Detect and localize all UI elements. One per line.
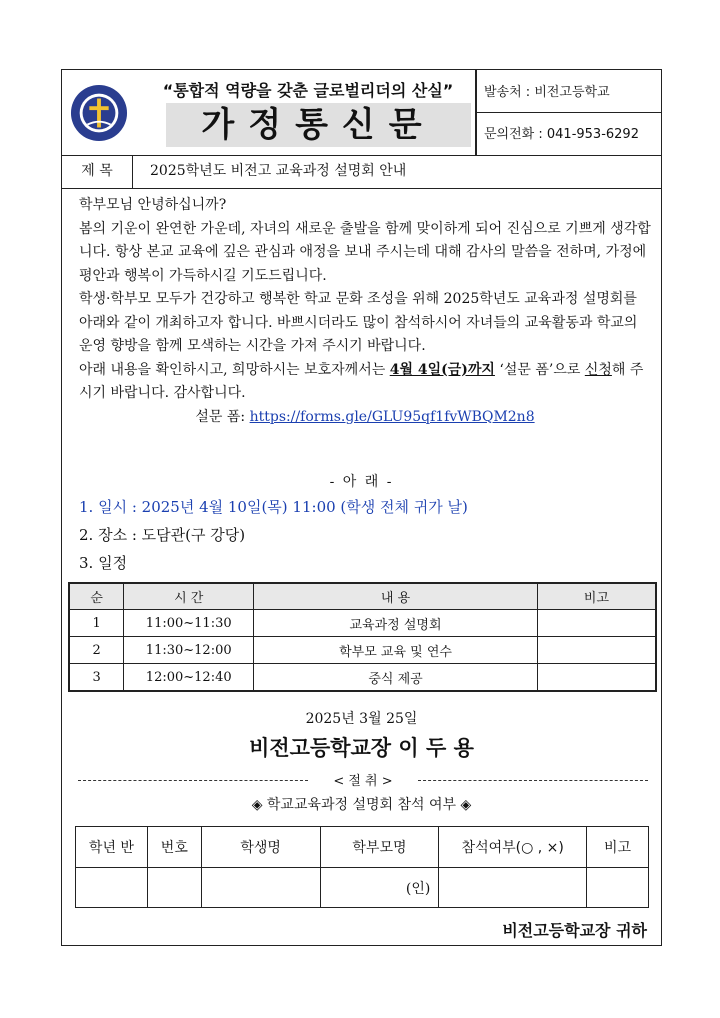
col-header: 참석여부(○ , ×) bbox=[439, 827, 587, 868]
paragraph-1: 봄의 기운이 완연한 가운데, 자녀의 새로운 출발을 함께 맞이하게 되어 진심으로 기쁘게 생각합니다. 항상 본교 교육에 깊은 관심과 애정을 보내 주시는데 대해 감사의 말씀을 전하며, 가정에 평안과 행복이 가득하시길 기도드립니다. bbox=[79, 220, 651, 284]
table-row: 1 11:00~11:30 교육과정 설명회 bbox=[69, 610, 656, 637]
cut-line bbox=[78, 770, 648, 790]
col-header: 내 용 bbox=[254, 583, 538, 610]
grade-class-cell[interactable] bbox=[76, 868, 148, 908]
recipient: 비전고등학교장 귀하 bbox=[502, 921, 647, 940]
greeting: 학부모님 안녕하십니까? bbox=[79, 197, 227, 213]
letter-body bbox=[79, 194, 651, 429]
col-header: 시 간 bbox=[124, 583, 254, 610]
table-row: 3 12:00~12:40 중식 제공 bbox=[69, 664, 656, 692]
subject-label: 제 목 bbox=[62, 155, 133, 188]
item-place: 2. 장소 : 도담관(구 강당) bbox=[79, 526, 246, 544]
remark-cell[interactable] bbox=[587, 868, 649, 908]
col-header: 비고 bbox=[537, 583, 656, 610]
schedule-table bbox=[68, 582, 657, 692]
col-header: 순 bbox=[69, 583, 124, 610]
table-row bbox=[76, 868, 649, 908]
number-cell[interactable] bbox=[147, 868, 201, 908]
notice-frame bbox=[61, 69, 662, 946]
survey-title: ◈ 학교교육과정 설명회 참석 여부 ◈ bbox=[251, 797, 472, 813]
issue-date: 2025년 3월 25일 bbox=[305, 711, 418, 727]
apply-text: 신청 bbox=[584, 361, 612, 378]
header bbox=[62, 70, 661, 156]
paragraph-3: 아래 내용을 확인하시고, 희망하시는 보호자께서는 4월 4일(금)까지 ‘설문 폼’으로 신청해 주시기 바랍니다. 감사합니다. bbox=[79, 361, 644, 401]
principal-name: 비전고등학교장 이 두 용 bbox=[249, 736, 474, 760]
item-datetime: 1. 일시 : 2025년 4월 10일(목) 11:00 (학생 전체 귀가 날) bbox=[79, 498, 468, 516]
col-header: 비고 bbox=[587, 827, 649, 868]
survey-form-link[interactable]: https://forms.gle/GLU95qf1fvWBQM2n8 bbox=[249, 408, 535, 425]
deadline: 4월 4일(금)까지 bbox=[389, 361, 495, 378]
parent-name-cell[interactable] bbox=[320, 868, 439, 908]
col-header: 학부모명 bbox=[320, 827, 439, 868]
table-row: 2 11:30~12:00 학부모 교육 및 연수 bbox=[69, 637, 656, 664]
slogan: “통합적 역량을 갖춘 글로벌리더의 산실” bbox=[162, 81, 454, 100]
sender: 발송처 : 비전고등학교 bbox=[484, 85, 610, 100]
ahrae-heading: - 아 래 - bbox=[329, 474, 394, 490]
cut-label: < 절 취 > bbox=[333, 774, 393, 789]
col-header: 학생명 bbox=[201, 827, 320, 868]
item-schedule: 3. 일정 bbox=[79, 554, 128, 572]
page-title: 가정통신문 bbox=[201, 105, 436, 145]
school-logo bbox=[70, 84, 128, 142]
subject-text: 2025학년도 비전고 교육과정 설명회 안내 bbox=[150, 163, 407, 179]
seal-mark: (인) bbox=[405, 880, 431, 897]
subject-row bbox=[62, 155, 661, 189]
col-header: 번호 bbox=[147, 827, 201, 868]
attendance-table bbox=[75, 826, 649, 908]
paragraph-2: 학생·학부모 모두가 건강하고 행복한 학교 문화 조성을 위해 2025학년도 교육과정 설명회를 아래와 같이 개최하고자 합니다. 바쁘시더라도 많이 참석하시어 자녀들의 교육활동과 학교의 운영 향방을 함께 모색하는 시간을 가져 주시기 바랍니다. bbox=[79, 291, 638, 354]
attendance-cell[interactable] bbox=[439, 868, 587, 908]
col-header: 학년 반 bbox=[76, 827, 148, 868]
survey-link-line: 설문 폼: https://forms.gle/GLU95qf1fvWBQM2n8 bbox=[195, 408, 535, 425]
student-name-cell[interactable] bbox=[201, 868, 320, 908]
contact-phone: 문의전화 : 041-953-6292 bbox=[484, 127, 639, 142]
